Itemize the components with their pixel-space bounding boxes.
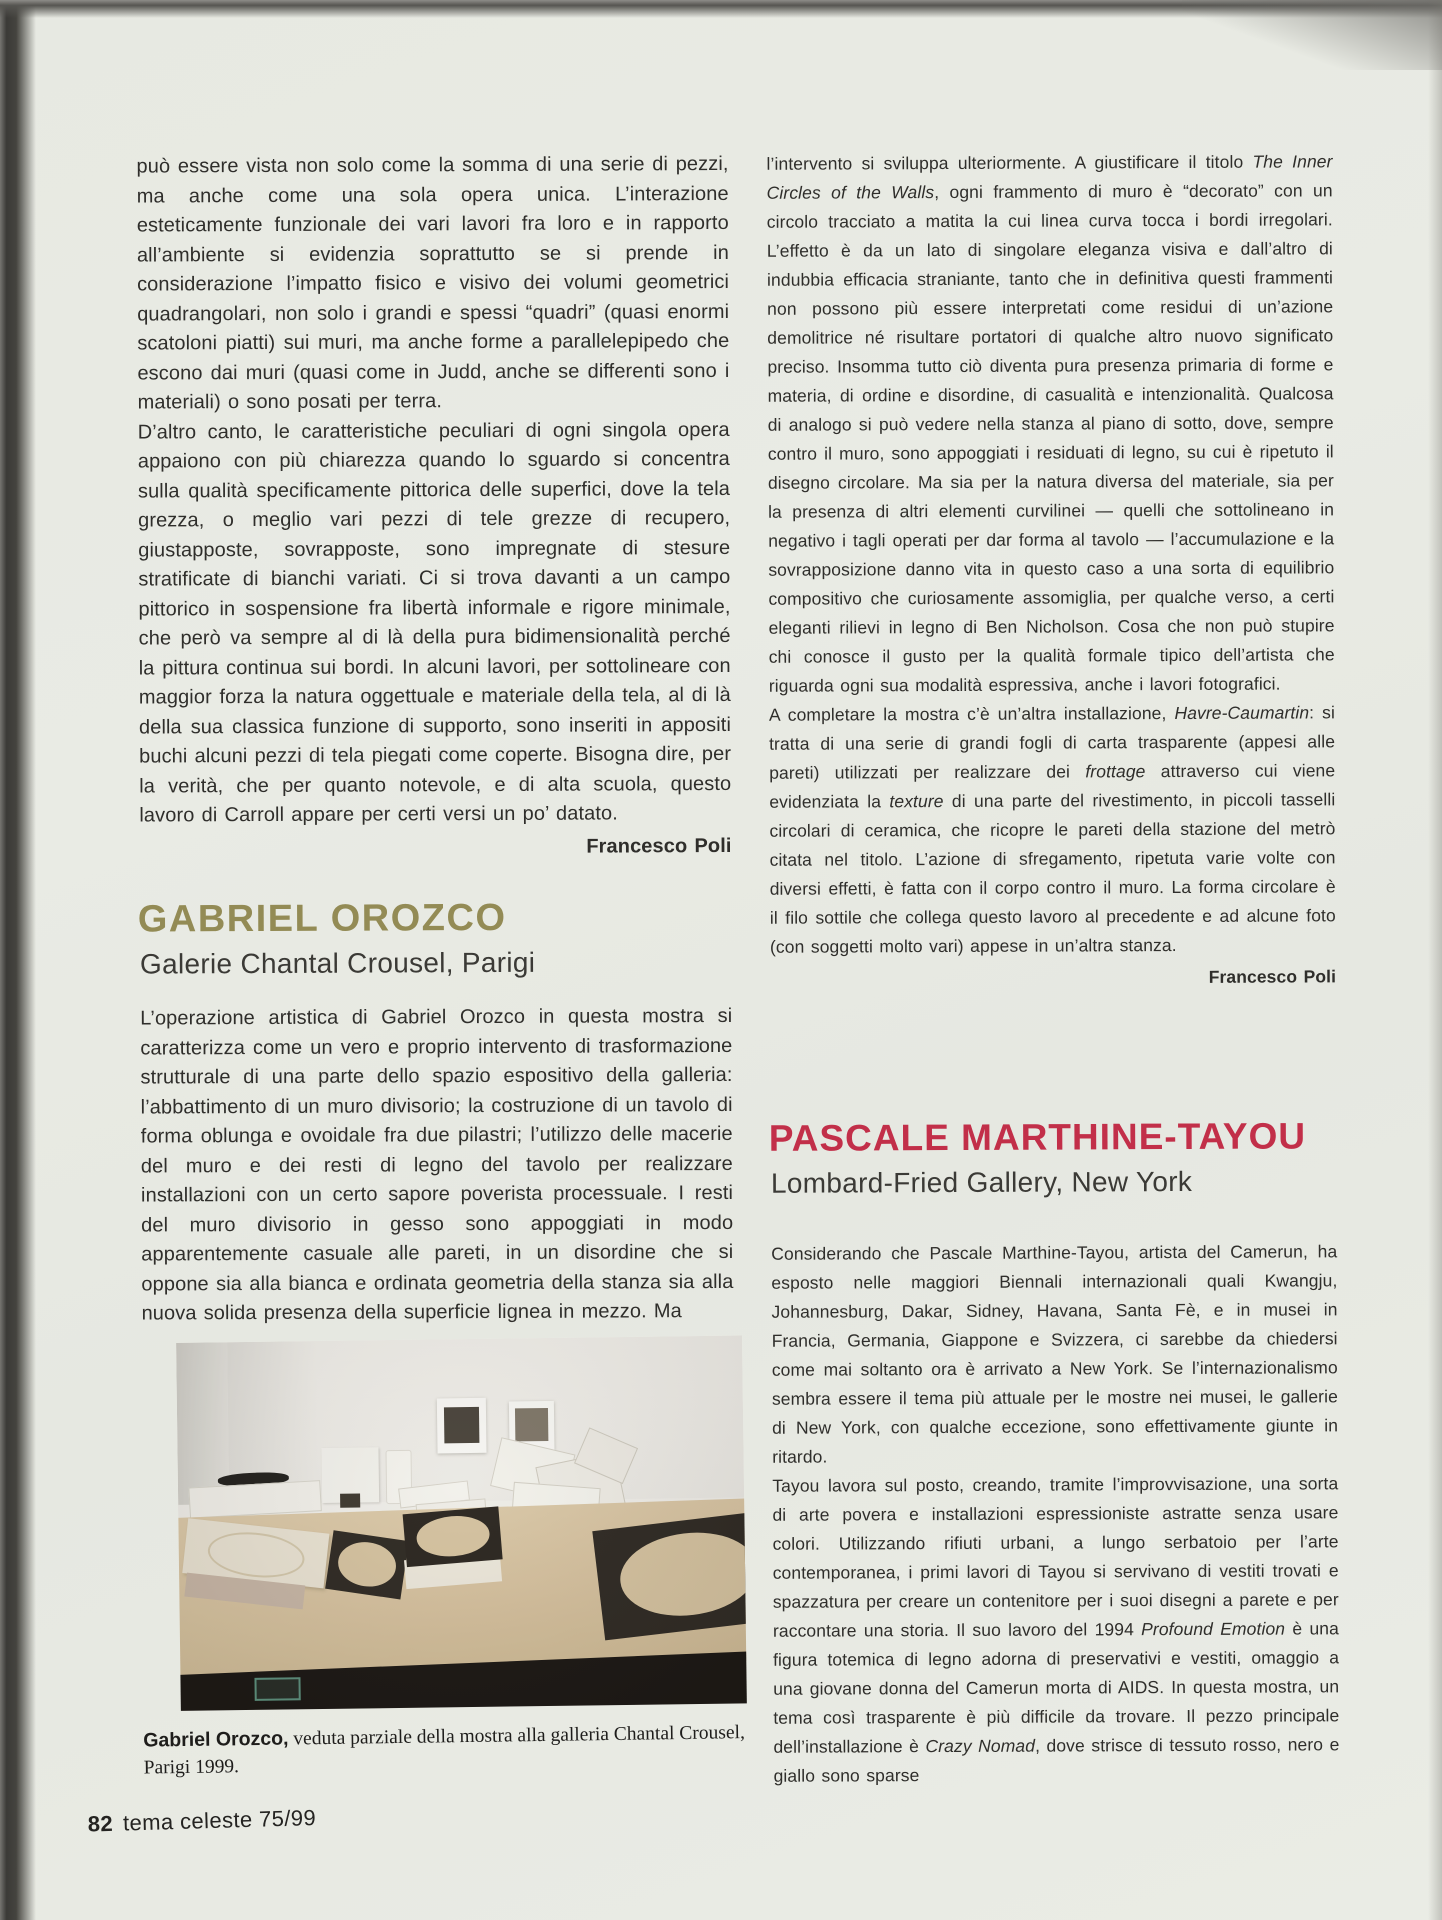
orozco-review-paragraph-1 xyxy=(766,147,1334,700)
text-run: , dove strisce di tessuto rosso, nero e giallo sono sparse xyxy=(773,1734,1340,1786)
carroll-paragraph-2: D’altro canto, le caratteristiche peculiari di ogni singola opera appaiono con più chiarezza quando lo sguardo si concentra sulla qualità specificamente pittorica delle superfici, dove la tela grezza, o meglio vari pezzi di tele grezze di recupero, giustapposte, sovrapposte, sono impregnate di stesure stratificate di bianchi variati. Ci si trova davanti a un campo pittorico in sospensione fra libertà informale e rigore minimale, che però va sempre al di là della pura bidimensionalità perché la pittura continua sui bordi. In alcuni lavori, per sottolineare con maggior forza la natura oggettuale e materiale della tela, al di là della sua classica funzione di supporto, sono inseriti in appositi buchi alcuni pezzi di tela piegati come coperte. Bisogna dire, per la verità, che per quanto notevole, e di alta scuola, questo lavoro di Carroll appare per certi versi un po’ datato. xyxy=(137,418,732,827)
text-run: : si tratta di una serie di grandi fogli di carta trasparente (appesi alle pareti) utilizzati per realizzare dei xyxy=(769,702,1336,783)
carroll-paragraph-1: può essere vista non solo come la somma di una serie di pezzi, ma anche come una sola opera unica. L’interazione esteticamente funzionale dei vari lavori fra loro e in rapporto all’ambiente si evidenzia soprattutto se si prende in considerazione l’impatto fisico e visivo dei volumi geometrici quadrangolari, non solo i grandi e spessi “quadri” (quasi enormi scatoloni piatti) sui muri, ma anche forme a parallelepipedo che escono dai muri (quasi come in Judd, anche se differenti sono i materiali) o sono posati per terra. xyxy=(136,152,730,414)
orozco-review-column xyxy=(766,147,1336,993)
italic-title-crazy-nomad: Crazy Nomad xyxy=(925,1735,1036,1757)
text-run: , ogni frammento di muro è “decorato” con un circolo tracciato a matita la cui linea curva tocca i bordi irregolari. L’effetto è da un lato di singolare eleganza visiva e dall’altro di indubbia efficacia straniante, tanto che in definitiva questi frammenti non possono più essere interpretati come residui di un’azione demolitrice né risultare portatori di qualche altro nuovo significato preciso. Insomma tutto ciò diventa pura presenza primaria di forme e materia, di ordine e disordine, di casualità e intenzionalità. Qualcosa di analogo si può vedere nella stanza al piano di sotto, dove, sempre contro il muro, sono appoggiati i residuati di legno, su cui è ripetuto il disegno circolare. Ma sia per la natura diversa del materiale, sia per la presenza di altri elementi curvilinei — quelli che sottolineano in negativo i tagli operati per dar forma al tavolo — l’accumulazione e la sovrapposizione danno vita in questo caso a una sorta di equilibrio compositivo che curiosamente assomiglia, per qualche verso, a certi eleganti rilievi in legno di Ben Nicholson. Cosa che non può stupire chi conosce il gusto per la qualità formale tipico dell’artista che riguarda ogni sua modalità espressiva, anche i lavori fotografici. xyxy=(766,180,1335,696)
caption-text: veduta parziale della mostra alla galleria Chantal Crousel, Parigi 1999. xyxy=(143,1722,746,1779)
italic-frottage: frottage xyxy=(1085,761,1146,782)
installation-photo xyxy=(176,1335,747,1710)
magazine-title: tema celeste 75/99 xyxy=(122,1804,317,1836)
tayou-paragraph-1: Considerando che Pascale Marthine-Tayou, artista del Camerun, ha esposto nelle maggiori Biennali internazionali quali Kwangju, Johannesburg, Dakar, Sidney, Havana, Santa Fè, e in musei in Francia, Germania, Giappone e Svizzera, ci sarebbe da chiedersi come mai soltanto ora è arrivato a New York. Se l’internazionalismo sembra essere il tema più attuale per le mostre nei musei, le gallerie di New York, con qualche eccezione, sono effettivamente giunte in ritardo. xyxy=(771,1241,1339,1467)
text-run: l’intervento si sviluppa ulteriormente. A giustificare il titolo xyxy=(766,151,1253,174)
byline-francesco-poli: Francesco Poli xyxy=(586,834,732,858)
orozco-article-column xyxy=(140,1002,733,1329)
text-run: attraverso cui viene evidenziata la xyxy=(769,760,1336,812)
tayou-paragraph-2 xyxy=(772,1469,1339,1790)
scan-corner-top-right xyxy=(1182,0,1442,70)
italic-title-profound-emotion: Profound Emotion xyxy=(1141,1618,1286,1640)
photo-vignette xyxy=(176,1335,747,1710)
tayou-article-title: PASCALE MARTHINE-TAYOU xyxy=(768,1115,1307,1159)
orozco-article-subtitle: Galerie Chantal Crousel, Parigi xyxy=(139,946,536,980)
carroll-review-column xyxy=(136,150,731,864)
text-run: A completare la mostra c’è un’altra installazione, xyxy=(768,703,1175,725)
caption-artist-name: Gabriel Orozco, xyxy=(143,1727,289,1752)
text-run: è una figura totemica di legno adorna di preservativi e vestiti, omaggio a una giovane donna del Camerun morta di AIDS. In questa mostra, un tema così trasparente è più difficile da trovare. Il pezzo principale dell’installazione è xyxy=(773,1618,1340,1757)
italic-title-havre-caumartin: Havre-Caumartin xyxy=(1174,702,1310,724)
orozco-article-title: GABRIEL OROZCO xyxy=(137,896,507,941)
tayou-article-column xyxy=(771,1237,1339,1790)
tayou-article-subtitle: Lombard-Fried Gallery, New York xyxy=(770,1165,1193,1199)
text-run: Tayou lavora sul posto, creando, tramite l’improvvisazione, una sorta di arte povera e installazioni espressioniste astratte senza usare colori. Utilizzando rifiuti urbani, a lungo serbatoio per l’arte contemporanea, i primi lavori di Tayou si servivano di vestiti trovati e spazzatura per creare un contenitore per i suoi disegni a parete e per raccontare una storia. Il suo lavoro del 1994 xyxy=(772,1473,1339,1641)
italic-texture: texture xyxy=(889,791,944,812)
scan-edge-left xyxy=(0,0,36,1920)
italic-title-inner-circles: The Inner Circles of the Walls xyxy=(766,151,1333,203)
text-run: di una parte del rivestimento, in piccoli tasselli circolari di ceramica, che ricopre le pareti della stazione del metrò citata nel titolo. L’azione di sfregamento, ripetuta varie volte con diversi effetti, è fatta con il corpo contro il muro. La forma circolare è il filo sottile che collega questo lavoro al precedente e ad alcune foto (con soggetti molto vari) appese in un’altra stanza. xyxy=(769,789,1336,957)
scan-edge-right xyxy=(1428,0,1442,1920)
page-footer xyxy=(87,1805,316,1838)
orozco-review-paragraph-2 xyxy=(769,698,1336,961)
byline-francesco-poli-2: Francesco Poli xyxy=(1208,966,1337,987)
photo-caption xyxy=(143,1719,776,1782)
page-number: 82 xyxy=(87,1810,114,1837)
orozco-paragraph-1: L’operazione artistica di Gabriel Orozco in questa mostra si caratterizza come un vero e proprio intervento di trasformazione strutturale di una parte dello spazio espositivo della galleria: l’abbattimento di un muro divisorio; la costruzione di un tavolo di forma oblunga e ovoidale fra due pilastri; l’utilizzo delle macerie del muro e dei resti di legno del tavolo per realizzare installazioni con un certo sapore poverista processuale. I resti del muro divisorio in gesso sono appoggiati in modo apparentemente casuale alle pareti, in un disordine che si oppone sia alla bianca e ordinata geometria della stanza sia alla nuova solida presenza della superficie lignea in mezzo. Ma xyxy=(140,1004,734,1325)
